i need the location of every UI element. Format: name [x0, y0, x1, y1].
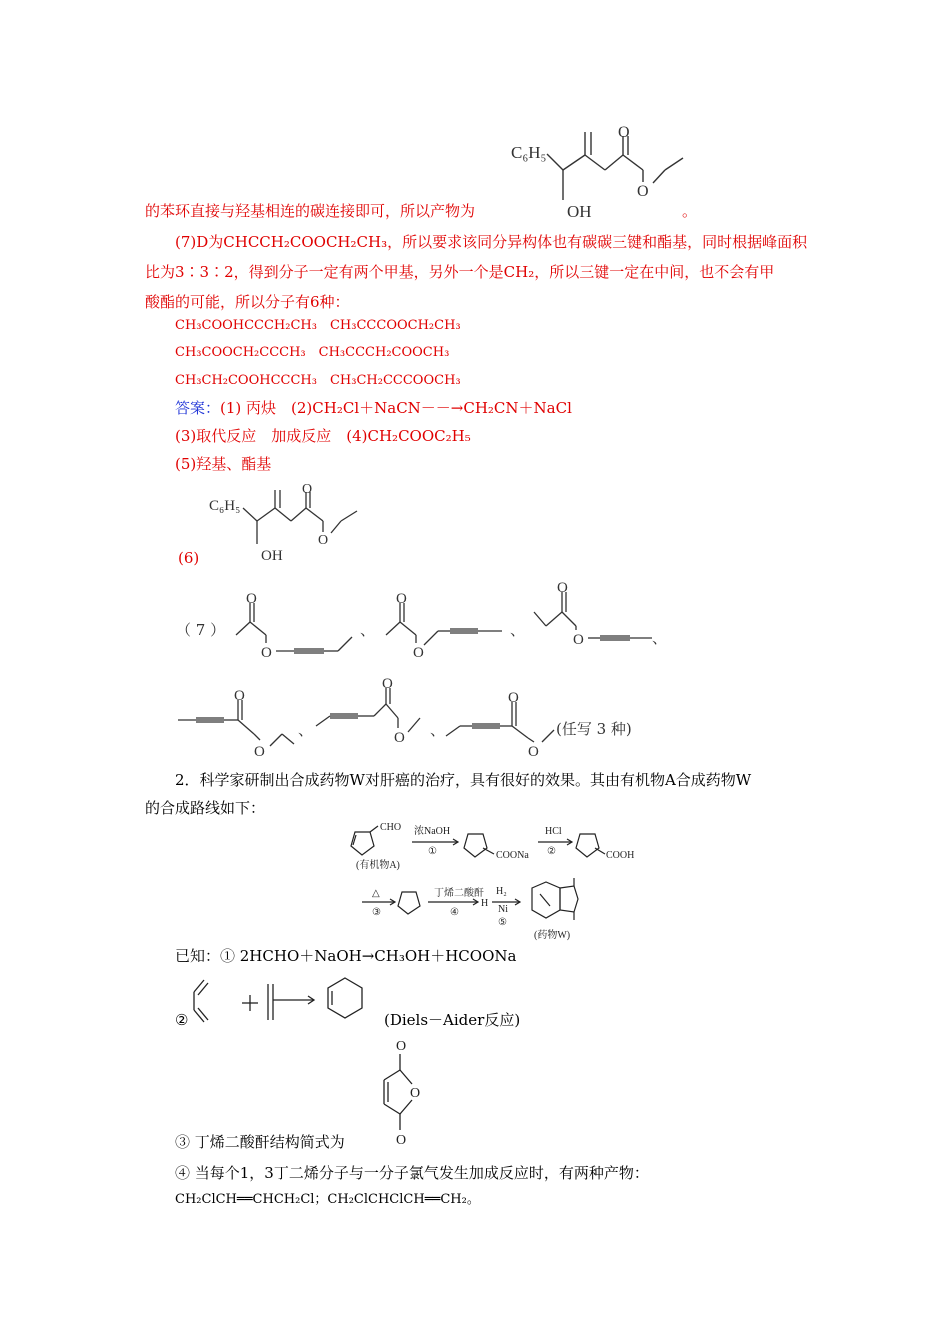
oh-label: OH	[567, 202, 592, 221]
reagent-4: 丁烯二酸酐	[434, 888, 484, 899]
step-2: ②	[547, 846, 556, 857]
o-label: O	[396, 591, 407, 607]
known-2-note: (Diels－Aider反应)	[384, 1011, 521, 1029]
answer-line-3: 比为3∶3∶2，得到分子一定有两个甲基，另外一个是CH₂，所以三键一定在中间，也不会有甲	[145, 263, 775, 281]
isomer-4	[176, 680, 316, 762]
o-label: O	[261, 645, 272, 661]
reagent-5-h2: H₂	[496, 886, 507, 897]
o-label: O	[508, 690, 519, 706]
synthesis-scheme	[340, 820, 640, 945]
o-label: O	[382, 676, 393, 692]
answer-7-label: （ 7 ）	[176, 621, 226, 639]
answer-1-2: (1) 丙炔 (2)CH₂Cl＋NaCN－－→CH₂CN＋NaCl	[220, 399, 572, 417]
separator: 、	[430, 721, 446, 739]
step-4: ④	[450, 907, 459, 918]
step-5: ⑤	[498, 917, 507, 928]
formula-line-1: CH₃COOHCCCH₂CH₃ CH₃CCCOOCH₂CH₃	[175, 318, 461, 333]
known-3: ③ 丁烯二酸酐结构简式为	[175, 1133, 345, 1151]
step-1: ①	[428, 846, 437, 857]
drug-w-label: (药物W)	[534, 930, 571, 941]
anhydride-o-top: O	[396, 1039, 407, 1054]
answer-6-label: (6)	[178, 549, 200, 567]
c6h5-label: C₆H₅	[209, 498, 241, 514]
maleic-anhydride	[360, 1030, 430, 1150]
separator: 、	[360, 621, 376, 639]
o-label: O	[528, 744, 539, 760]
c6h5-label: C₆H₅	[511, 143, 547, 162]
reagent-3: △	[372, 888, 380, 899]
known-2-prefix: ②	[175, 1011, 189, 1029]
question-2-line-1: 2．科学家研制出合成药物W对肝癌的治疗，具有很好的效果。其由有机物A合成药物W	[175, 771, 752, 789]
any-three-note: (任写 3 种)	[556, 720, 632, 738]
answer-line-2: (7)D为CHCCH₂COOCH₂CH₃，所以要求该同分异构体也有碳碳三键和酯基，同时根据峰面积	[175, 233, 808, 251]
ester-o-label: O	[637, 183, 649, 200]
anhydride-o-bottom: O	[396, 1133, 407, 1148]
answer-line-1-end: 。	[682, 202, 698, 220]
separator: 、	[298, 721, 314, 739]
oh-label: OH	[261, 548, 283, 564]
known-4: ④ 当每个1，3丁二烯分子与一分子氯气发生加成反应时，有两种产物：	[175, 1164, 649, 1182]
answer-5: (5)羟基、酯基	[175, 455, 272, 473]
reagent-5-ni: Ni	[498, 904, 508, 915]
o-label: O	[254, 744, 265, 760]
answer-line-4: 酸酯的可能，所以分子有6种：	[145, 293, 350, 311]
reagent-1: 浓NaOH	[414, 826, 451, 837]
isomer-1	[228, 585, 358, 665]
compound-a-label: (有机物A)	[356, 860, 400, 871]
isomer-2	[378, 585, 508, 665]
diels-alder-scheme	[190, 970, 380, 1035]
o-label: O	[394, 730, 405, 746]
anhydride-o-ring: O	[410, 1086, 421, 1101]
step-3: ③	[372, 907, 381, 918]
carbonyl-o-label: O	[618, 124, 630, 141]
reagent-2: HCl	[545, 826, 562, 837]
o-label: O	[573, 632, 584, 648]
o-label: O	[413, 645, 424, 661]
answer-line-1: 的苯环直接与羟基相连的碳连接即可，所以产物为	[145, 202, 476, 220]
known-1: 已知：① 2HCHO＋NaOH→CH₃OH＋HCOONa	[175, 947, 517, 965]
isomer-3	[528, 572, 658, 652]
answer-3-4: (3)取代反应 加成反应 (4)CH₂COOC₂H₅	[175, 427, 471, 445]
known-4-products: CH₂ClCH══CHCH₂Cl；CH₂ClCHClCH══CH₂。	[175, 1192, 480, 1207]
o-label: O	[557, 580, 568, 596]
question-2-line-2: 的合成路线如下：	[145, 799, 266, 817]
formula-line-2: CH₃COOCH₂CCCH₃ CH₃CCCH₂COOCH₃	[175, 345, 450, 360]
separator: 、	[652, 629, 668, 647]
product-structure-top	[505, 120, 698, 225]
cooh-label: COOH	[606, 850, 635, 861]
formula-line-3: CH₃CH₂COOHCCCH₃ CH₃CH₂CCCOOCH₃	[175, 373, 461, 388]
answer-label: 答案：	[175, 399, 221, 417]
intermediate-h: H	[481, 898, 489, 909]
answer-6-structure	[205, 478, 365, 566]
carbonyl-o-label: O	[302, 482, 313, 497]
answer-row-1	[175, 398, 572, 418]
isomer-5	[312, 670, 442, 752]
isomer-6	[442, 680, 562, 762]
ester-o-label: O	[318, 533, 329, 548]
cho-label: CHO	[380, 822, 402, 833]
o-label: O	[246, 591, 257, 607]
separator: 、	[510, 621, 526, 639]
o-label: O	[234, 688, 245, 704]
coona-label: COONa	[496, 850, 529, 861]
